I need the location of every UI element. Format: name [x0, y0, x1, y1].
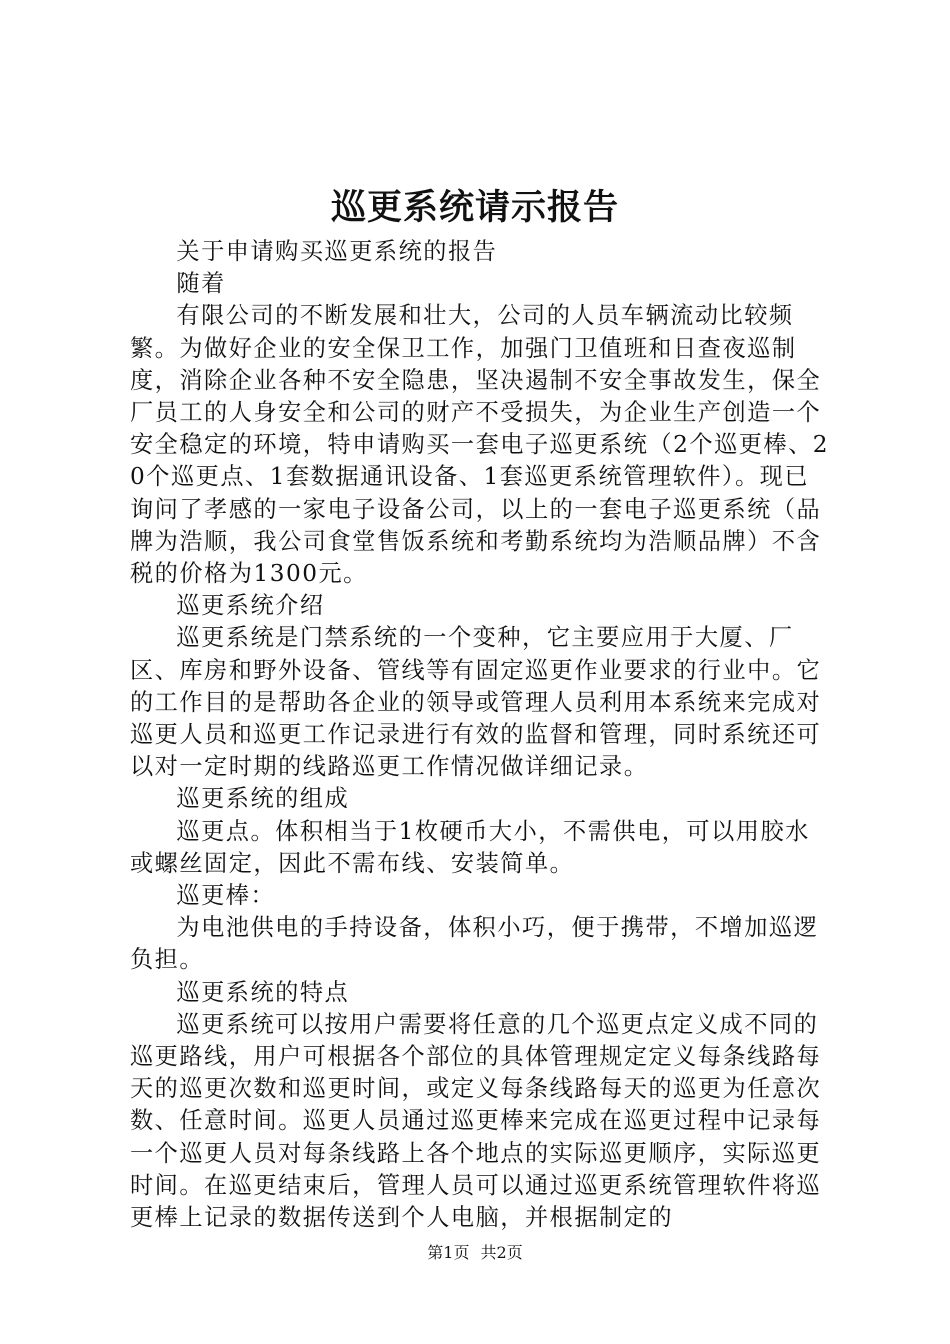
paragraph-patrol-stick: 为电池供电的手持设备，体积小巧，便于携带，不增加巡逻负担。 — [130, 914, 819, 974]
document-body — [130, 236, 832, 1234]
heading-introduction: 巡更系统介绍 — [176, 592, 325, 620]
heading-patrol-stick: 巡更棒： — [176, 882, 276, 910]
paragraph-opening: 随着 — [176, 270, 226, 298]
paragraph-introduction: 巡更系统是门禁系统的一个变种，它主要应用于大厦、厂区、库房和野外设备、管线等有固定巡更作业要求的行业中。它的工作目的是帮助各企业的领导或管理人员利用本系统来完成对巡更人员和巡更工作记录进行有效的监督和管理，同时系统还可以对一定时期的线路巡更工作情况做详细记录。 — [130, 624, 822, 781]
paragraph-features: 巡更系统可以按用户需要将任意的几个巡更点定义成不同的巡更路线，用户可根据各个部位的具体管理规定定义每条线路每天的巡更次数和巡更时间，或定义每条线路每天的巡更为任意次数、任意时间。巡更人员通过巡更棒来完成在巡更过程中记录每一个巡更人员对每条线路上各个地点的实际巡更顺序，实际巡更时间。在巡更结束后，管理人员可以通过巡更系统管理软件将巡更棒上记录的数据传送到个人电脑，并根据制定的 — [130, 1010, 822, 1232]
page-total: 共2页 — [480, 1243, 523, 1262]
heading-features: 巡更系统的特点 — [176, 978, 350, 1006]
page-number: 第1页 — [427, 1243, 470, 1262]
document-title: 巡更系统请示报告 — [330, 188, 619, 228]
paragraph-request: 有限公司的不断发展和壮大，公司的人员车辆流动比较频繁。为做好企业的安全保卫工作，加强门卫值班和日查夜巡制度，消除企业各种不安全隐患，坚决遏制不安全事故发生，保全厂员工的人身安全和公司的财产不受损失，为企业生产创造一个安全稳定的环境，特申请购买一套电子巡更系统（2个巡更棒、20个巡更点、1套数据通讯设备、1套巡更系统管理软件）。现已询问了孝感的一家电子设备公司，以上的一套电子巡更系统（品牌为浩顺，我公司食堂售饭系统和考勤系统均为浩顺品牌）不含税的价格为1300元。 — [130, 302, 830, 588]
paragraph-patrol-point: 巡更点。体积相当于1枚硬币大小，不需供电，可以用胶水或螺丝固定，因此不需布线、安装简单。 — [130, 817, 810, 877]
page-footer — [0, 1240, 950, 1266]
paragraph-subject: 关于申请购买巡更系统的报告 — [176, 238, 498, 265]
heading-composition: 巡更系统的组成 — [176, 785, 350, 813]
